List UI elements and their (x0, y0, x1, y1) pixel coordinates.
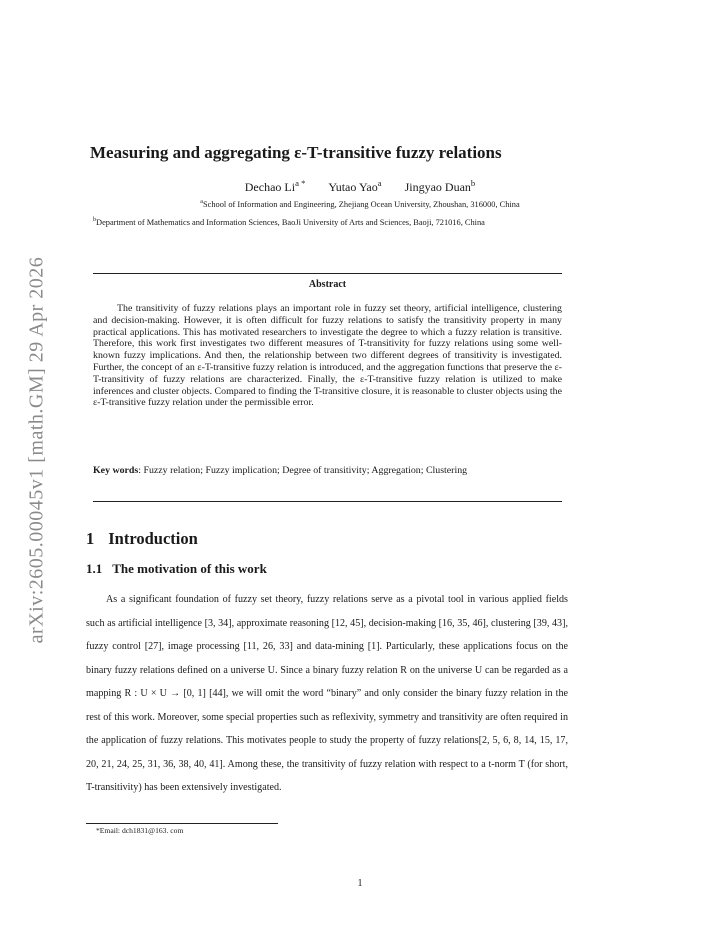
author-affiliation-mark: a * (295, 178, 306, 188)
footnote-rule (86, 823, 278, 824)
abstract-text: The transitivity of fuzzy relations plays an important role in fuzzy set theory, artificial intelligence, clustering and decision-making. However, it is often difficult for fuzzy relations to satisfy the transitivity property in many practical applications. This has motivated researchers to investigate the degree to which a fuzzy relation is transitive. Therefore, this work first investigates two different measures of T-transitivity for fuzzy relations using some well-known fuzzy implications. And then, the relationship between two different degrees of transitivity is investigated. Further, the concept of an ε-T-transitive fuzzy relation is introduced, and the aggregation functions that preserve the ε-T-transitivity of fuzzy relations are characterized. Finally, the ε-T-transitive fuzzy relation is utilized to make inferences and cluster objects. Compared to finding the T-transitive closure, it is reasonable to cluster objects using the ε-T-transitive fuzzy relation under the permissible error. (93, 303, 562, 409)
author-name: Jingyao Duan (404, 180, 471, 194)
author (328, 180, 381, 194)
body-paragraph: As a significant foundation of fuzzy set theory, fuzzy relations serve as a pivotal tool in various applied fields such as artificial intelligence [3, 34], approximate reasoning [12, 45], decision-making [16, 35, 46], clustering [39, 43], fuzzy control [27], image processing [11, 26, 33] and data-mining [1]. Particularly, these applications focus on the binary fuzzy relations defined on a universe U. Since a binary fuzzy relation R on the universe U can be regarded as a mapping R : U × U → [0, 1] [44], we will omit the word “binary” and only consider the binary fuzzy relation in the rest of this work. Moreover, some special properties such as reflexivity, symmetry and transitivity are often required in the application of fuzzy relations. This motivates people to study the property of fuzzy relations[2, 5, 6, 8, 14, 15, 17, 20, 21, 24, 25, 31, 36, 38, 40, 41]. Among these, the transitivity of fuzzy relation with respect to a t-norm T (for short, T-transitivity) has been extensively investigated. (86, 594, 568, 793)
keywords (93, 465, 562, 477)
footnote-email: *Email: dch1831@163. com (96, 826, 184, 835)
keywords-label: Key words (93, 465, 139, 476)
keywords-text: : Fuzzy relation; Fuzzy implication; Degree of transitivity; Aggregation; Clustering (138, 465, 468, 476)
page-number: 1 (357, 878, 363, 889)
affiliation-b: $^b$Department of Mathematics and Information Sciences, BaoJi University of Arts and Sciences, Baoji, 721016, China (93, 217, 485, 227)
abstract-heading: Abstract (308, 279, 347, 290)
author (405, 180, 476, 194)
arxiv-identifier: arXiv:2605.00045v1 [math.GM] 29 Apr 2026 (25, 256, 48, 644)
author-name: Yutao Yao (328, 180, 378, 194)
section-heading: 1 Introduction (86, 529, 198, 548)
author-affiliation-mark: a (377, 178, 382, 188)
affiliation-a: $^a$School of Information and Engineering, Zhejiang Ocean University, Zhoushan, 316000, China (200, 199, 520, 209)
abstract-top-rule (93, 273, 562, 274)
author-name: Dechao Li (244, 180, 296, 194)
author-list (0, 180, 720, 195)
author (245, 180, 306, 194)
paper-title: Measuring and aggregating ε-T-transitive fuzzy relations (90, 143, 502, 162)
arxiv-sidebar-stamp (22, 240, 52, 660)
author-affiliation-mark: b (470, 178, 476, 188)
subsection-heading: 1.1 The motivation of this work (86, 561, 267, 576)
abstract-bottom-rule (93, 501, 562, 502)
